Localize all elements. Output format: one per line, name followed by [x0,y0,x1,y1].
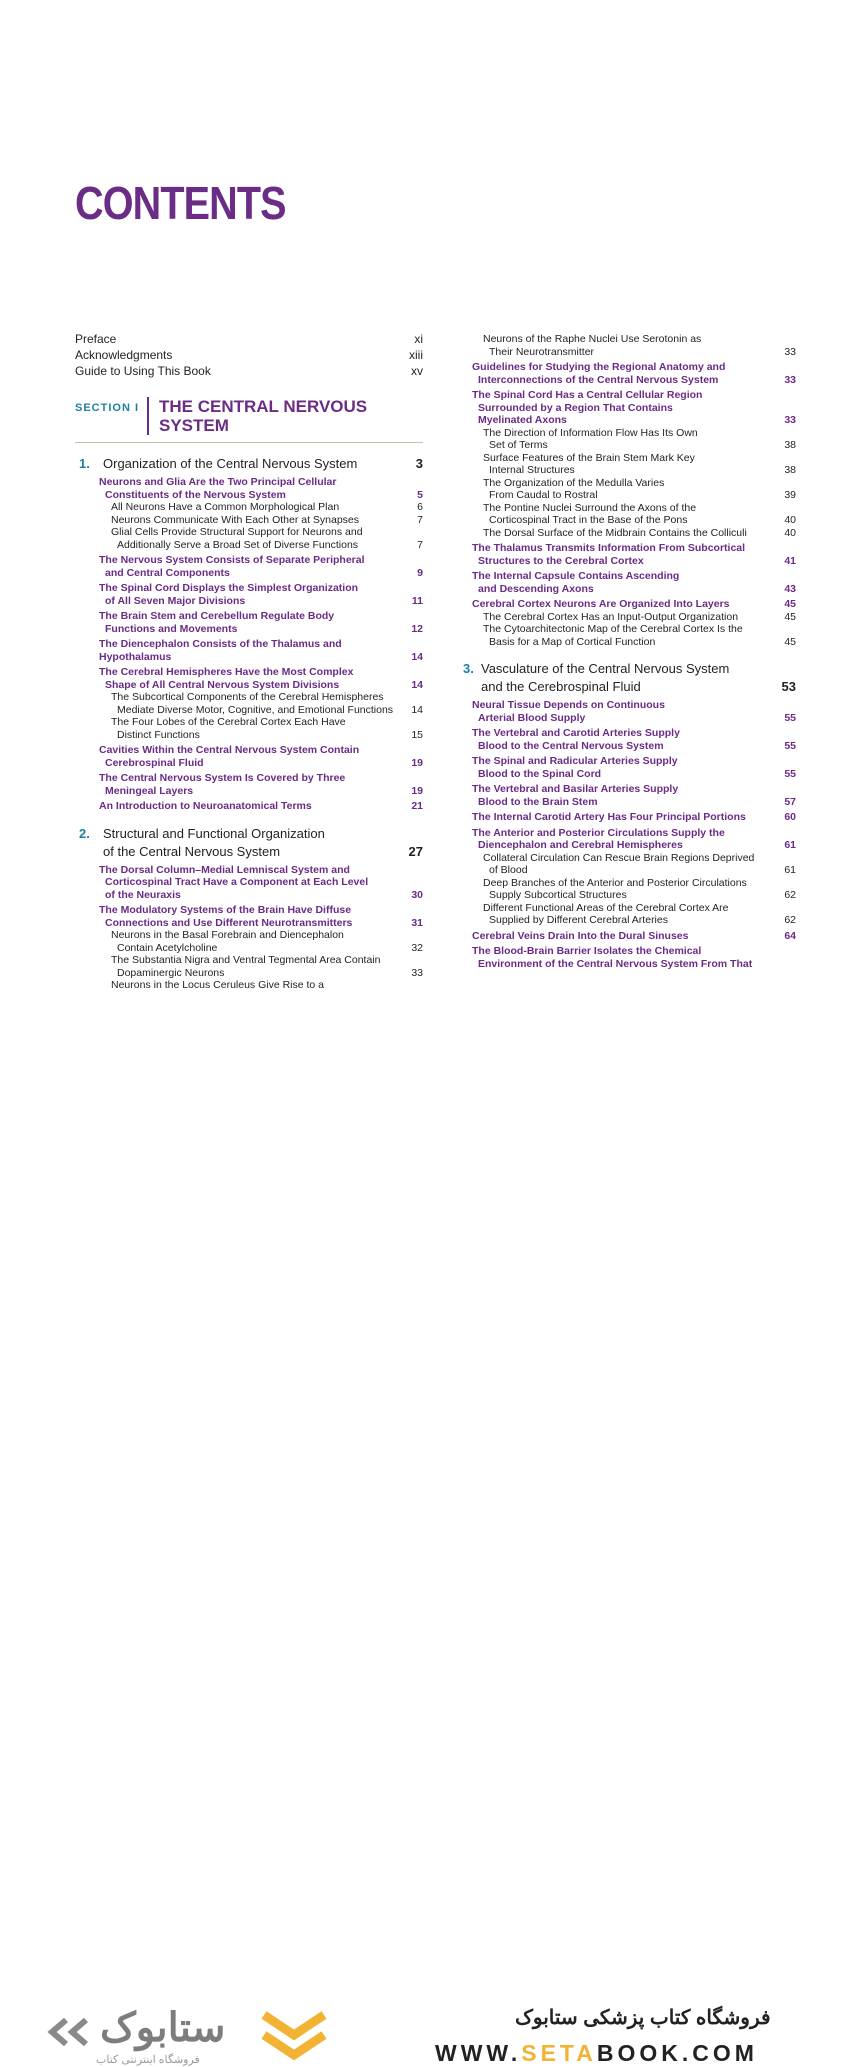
chapter-1-heading[interactable]: 1. Organization of the Central Nervous System 3 [79,456,423,471]
toc-subheading[interactable]: Collateral Circulation Can Rescue Brain Regions Deprived of Blood 61 [483,851,796,876]
chapter-3-heading[interactable]: 3. Vasculature of the Central Nervous System and the Cerebrospinal Fluid 53 [463,661,796,694]
toc-heading[interactable]: The Blood-Brain Barrier Isolates the Chemical Environment of the Central Nervous System From That [472,945,753,970]
section-label: SECTION I [75,402,140,414]
toc-subheading[interactable]: The Cytoarchitectonic Map of the Cerebral Cortex Is the Basis for a Map of Cortical Function 45 [483,623,796,648]
toc-subheading[interactable]: The Cerebral Cortex Has an Input-Output Organization 45 [483,610,796,623]
toc-subheading[interactable]: Glial Cells Provide Structural Support for Neurons and Additionally Serve a Broad Set of Diverse Functions 7 [111,526,423,551]
toc-heading[interactable]: The Dorsal Column–Medial Lemniscal System and Corticospinal Tract Have a Component at Each Level of the Neuraxis 30 [99,863,423,901]
toc-heading[interactable]: Cerebral Cortex Neurons Are Organized Into Layers 45 [472,598,796,610]
toc-heading[interactable]: Neural Tissue Depends on Continuous Arterial Blood Supply 55 [472,699,796,724]
toc-heading[interactable]: The Diencephalon Consists of the Thalamus and Hypothalamus 14 [99,638,423,663]
toc-subheading[interactable]: The Organization of the Medulla Varies From Caudal to Rostral 39 [483,476,796,501]
toc-left-column [75,331,423,992]
toc-right-column [463,333,796,970]
section-divider [147,397,149,435]
toc-heading[interactable]: Guidelines for Studying the Regional Anatomy and Interconnections of the Central Nervous System 33 [472,361,796,386]
toc-subheading[interactable]: Neurons Communicate With Each Other at Synapses 7 [111,513,423,526]
toc-heading[interactable]: Neurons and Glia Are the Two Principal Cellular Constituents of the Nervous System 5 [99,476,423,501]
toc-subheading[interactable]: Different Functional Areas of the Cerebral Cortex Are Supplied by Different Cerebral Arteries 62 [483,901,796,926]
toc-heading[interactable]: The Central Nervous System Is Covered by Three Meningeal Layers 19 [99,772,423,797]
toc-heading[interactable]: The Anterior and Posterior Circulations Supply the Diencephalon and Cerebral Hemispheres 61 [472,826,796,851]
front-matter-item[interactable]: Acknowledgments xiii [75,348,423,362]
section-header [75,397,423,443]
store-logo-text: ستابوک [100,2006,226,2050]
page-title: CONTENTS [75,177,286,229]
toc-heading[interactable]: The Spinal Cord Has a Central Cellular Region Surrounded by a Region That Contains Myelinated Axons 33 [472,389,796,426]
toc-heading[interactable]: The Vertebral and Basilar Arteries Supply Blood to the Brain Stem 57 [472,783,796,808]
front-matter-item[interactable]: Preface xi [75,332,423,346]
toc-page [0,0,846,995]
toc-subheading[interactable]: Neurons in the Locus Ceruleus Give Rise to a [111,979,325,991]
toc-heading[interactable]: The Spinal and Radicular Arteries Supply Blood to the Spinal Cord 55 [472,755,796,780]
toc-subheading[interactable]: The Direction of Information Flow Has Its Own Set of Terms 38 [483,426,796,451]
toc-heading[interactable]: The Modulatory Systems of the Brain Have Diffuse Connections and Use Different Neurotransmitters 31 [99,904,423,929]
chapter-2-heading[interactable]: 2. Structural and Functional Organization of the Central Nervous System 27 [79,825,423,859]
toc-heading[interactable]: An Introduction to Neuroanatomical Terms 21 [99,800,423,812]
toc-subheading[interactable]: Surface Features of the Brain Stem Mark Key Internal Structures 38 [483,451,796,476]
toc-subheading[interactable]: Neurons of the Raphe Nuclei Use Serotonin as Their Neurotransmitter 33 [483,333,796,358]
toc-heading[interactable]: The Spinal Cord Displays the Simplest Organization of All Seven Major Divisions 11 [99,582,423,607]
toc-heading[interactable]: The Internal Carotid Artery Has Four Principal Portions 60 [472,811,796,823]
toc-heading[interactable]: The Nervous System Consists of Separate Peripheral and Central Components 9 [99,554,423,579]
toc-heading[interactable]: Cerebral Veins Drain Into the Dural Sinuses 64 [472,929,796,942]
store-url[interactable]: WWW.SETABOOK.COM [435,2040,758,2066]
toc-subheading[interactable]: The Four Lobes of the Cerebral Cortex Each Have Distinct Functions 15 [111,716,423,741]
toc-heading[interactable]: The Cerebral Hemispheres Have the Most Complex Shape of All Central Nervous System Divisions 14 [99,666,423,691]
store-name: فروشگاه کتاب پزشکی ستابوک [515,2007,771,2029]
toc-subheading[interactable]: All Neurons Have a Common Morphological Plan 6 [111,501,423,513]
watermark-footer [0,995,846,2066]
store-logo-subtitle: فروشگاه اینترنتی کتاب [96,2054,200,2066]
toc-subheading[interactable]: The Subcortical Components of the Cerebral Hemispheres Mediate Diverse Motor, Cognitive, and Emotional Functions 14 [111,691,423,716]
toc-heading[interactable]: Cavities Within the Central Nervous System Contain Cerebrospinal Fluid 19 [99,744,423,769]
toc-subheading[interactable]: Neurons in the Basal Forebrain and Diencephalon Contain Acetylcholine 32 [111,929,423,954]
double-chevron-left-icon [40,2017,98,2047]
toc-subheading[interactable]: The Pontine Nuclei Surround the Axons of the Corticospinal Tract in the Base of the Pons 40 [483,501,796,526]
toc-subheading[interactable]: Deep Branches of the Anterior and Posterior Circulations Supply Subcortical Structures 62 [483,876,796,901]
toc-heading[interactable]: The Brain Stem and Cerebellum Regulate Body Functions and Movements 12 [99,610,423,635]
section-title: THE CENTRAL NERVOUS SYSTEM [159,397,368,435]
toc-heading[interactable]: The Internal Capsule Contains Ascending and Descending Axons 43 [472,570,796,595]
chevron-down-icon [258,2009,330,2067]
toc-heading[interactable]: The Thalamus Transmits Information From Subcortical Structures to the Cerebral Cortex 41 [472,542,796,567]
front-matter-item[interactable]: Guide to Using This Book xv [75,364,423,378]
toc-heading[interactable]: The Vertebral and Carotid Arteries Supply Blood to the Central Nervous System 55 [472,727,796,752]
toc-subheading[interactable]: The Dorsal Surface of the Midbrain Contains the Colliculi 40 [483,526,796,539]
toc-subheading[interactable]: The Substantia Nigra and Ventral Tegmental Area Contain Dopaminergic Neurons 33 [111,954,423,979]
